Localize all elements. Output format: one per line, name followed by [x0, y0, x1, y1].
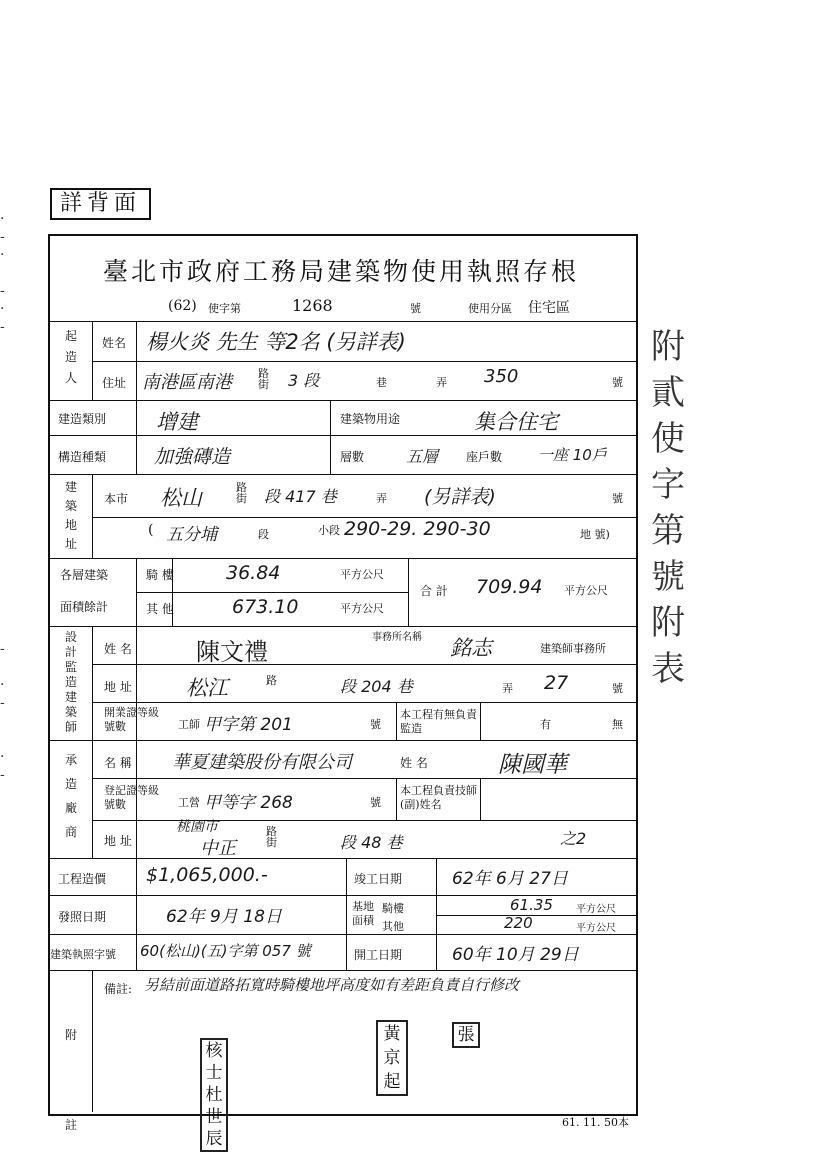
units-label: 座戶數	[466, 450, 503, 464]
zone-label: 使用分區	[468, 302, 512, 315]
contractor-reg-value: 甲等字 268	[204, 793, 293, 813]
zone-value: 住宅區	[528, 300, 570, 316]
serial-label: 使字第	[208, 302, 241, 315]
base-arcade-value: 61.35	[510, 896, 553, 914]
rule	[92, 361, 636, 362]
rule	[136, 400, 137, 474]
area-total-value: 709.94	[476, 576, 543, 598]
applicant-name-value: 楊火炎 先生 等2名 (另詳表)	[146, 330, 406, 354]
site-land-open: (	[148, 522, 154, 538]
reviewer-stamp: 張	[452, 1022, 480, 1048]
applicant-addr-district: 南港區南港	[142, 372, 232, 393]
start-date-label: 開工日期	[354, 948, 403, 962]
site-extra: (另詳表)	[424, 486, 496, 508]
applicant-addr-section: 3 段	[288, 371, 320, 390]
designer-office-value: 銘志	[450, 636, 492, 660]
base-arcade-label: 騎樓	[382, 902, 404, 915]
contractor-section-label: 承造廠商	[64, 753, 77, 839]
rule	[330, 400, 331, 474]
applicant-addr-lane: 巷	[376, 376, 387, 389]
rule	[92, 970, 93, 1112]
side-stamp-text: 附貳使字第號附表	[651, 327, 685, 689]
base-other-label: 其他	[382, 920, 404, 933]
site-hao: 號	[612, 492, 623, 505]
notes-value: 另結前面道路拓寬時騎樓地坪高度如有差距負責自行修改	[144, 976, 520, 994]
rule	[396, 702, 397, 740]
rule	[92, 664, 636, 665]
rule	[136, 558, 137, 626]
applicant-addr-road-unit: 路街	[258, 367, 269, 391]
floors-value: 五層	[406, 447, 439, 466]
designer-office-suffix: 建築師事務所	[540, 642, 606, 655]
floors-label: 層數	[340, 450, 365, 464]
rule	[136, 321, 137, 400]
designer-supervise-label: 本工程有無負責監造	[400, 708, 477, 735]
build-type-value: 增建	[156, 410, 198, 434]
rule	[92, 820, 636, 821]
site-city-label: 本市	[104, 492, 129, 506]
area-arcade-value: 36.84	[226, 562, 281, 584]
margin-marks: · - · - · -	[0, 211, 6, 335]
area-total-unit: 平方公尺	[564, 584, 608, 597]
start-date-value: 60年 10月 29日	[452, 945, 579, 965]
inspector-stamp: 核士杜世辰	[200, 1038, 228, 1152]
contractor-person-value: 陳國華	[498, 752, 567, 778]
base-area-label: 基地面積	[352, 900, 374, 927]
serial-suffix: 號	[410, 302, 421, 315]
rule	[396, 778, 397, 820]
area-label-top: 各層建築	[60, 568, 109, 582]
site-land-sub: 小段	[318, 524, 340, 537]
designer-addr-section: 段 204 巷	[340, 677, 413, 696]
area-other-value: 673.10	[232, 596, 299, 618]
area-other-unit: 平方公尺	[340, 602, 384, 615]
designer-name-label: 姓 名	[104, 642, 132, 656]
designer-addr-number: 27	[544, 672, 569, 694]
designer-name-value: 陳文禮	[196, 638, 268, 666]
designer-addr-road: 松江	[186, 676, 228, 700]
rule	[408, 558, 409, 626]
units-value: 一座 10戶	[538, 446, 607, 464]
rule	[48, 474, 636, 475]
area-arcade-label: 騎 樓	[146, 568, 174, 582]
contractor-addr-city: 桃園市	[176, 819, 218, 835]
designer-section-label: 設計監造建築師	[64, 630, 77, 734]
base-arcade-unit: 平方公尺	[576, 904, 616, 915]
site-section-value: 段 417 巷	[264, 487, 337, 506]
notes-section-label: 附註	[64, 1028, 77, 1132]
applicant-name-label: 姓名	[102, 336, 127, 350]
contractor-addr-road: 中正	[200, 838, 236, 859]
contractor-tech-label: 本工程負責技師(副)姓名	[400, 784, 477, 811]
build-type-label: 建造類別	[58, 412, 107, 426]
contractor-addr-tail: 之2	[560, 829, 587, 848]
rule	[92, 474, 93, 558]
designer-addr-label: 地 址	[104, 680, 132, 694]
form-title: 臺北市政府工務局建築物使用執照存根	[102, 257, 579, 286]
area-total-label: 合 計	[420, 584, 448, 598]
site-road-unit: 路街	[236, 481, 247, 505]
base-other-value: 220	[504, 914, 533, 932]
rule	[92, 321, 93, 400]
designer-reg-label: 開業證等級號數	[104, 706, 159, 733]
rule	[436, 858, 437, 970]
designer-reg-value: 甲字第 201	[204, 715, 293, 735]
designer-reg-suffix: 號	[370, 718, 381, 731]
rule	[436, 915, 636, 916]
permit-value: 60(松山)(五)字第 057 號	[140, 942, 311, 960]
notes-label: 備註:	[104, 982, 133, 996]
serial-prefix: (62)	[168, 298, 197, 314]
building-use-label: 建築物用途	[340, 412, 401, 426]
area-label-bottom: 面積餘計	[60, 600, 109, 614]
designer-reg-prefix: 工師	[178, 718, 200, 731]
site-alley: 弄	[376, 492, 387, 505]
rule	[92, 626, 93, 858]
contractor-reg-prefix: 工營	[178, 796, 200, 809]
contractor-addr-road-unit: 路街	[266, 825, 277, 849]
rule	[480, 778, 481, 820]
approver-stamp: 黃京起	[376, 1020, 408, 1096]
contractor-reg-suffix: 號	[370, 796, 381, 809]
rule	[92, 702, 636, 703]
rule	[136, 592, 408, 593]
cost-label: 工程造價	[58, 872, 107, 886]
rule	[136, 626, 137, 858]
designer-office-label: 事務所名稱	[372, 632, 422, 643]
serial-number: 1268	[292, 296, 333, 315]
structure-label: 構造種類	[58, 450, 107, 464]
designer-addr-hao: 號	[612, 682, 623, 695]
site-road-value: 松山	[160, 486, 202, 510]
permit-label: 建築執照字號	[50, 948, 116, 961]
site-lot-suffix: 地 號)	[580, 528, 610, 541]
cost-value: $1,065,000.-	[146, 864, 268, 886]
site-lot-numbers: 290-29. 290-30	[344, 518, 491, 540]
building-use-value: 集合住宅	[474, 410, 558, 434]
complete-date-value: 62年 6月 27日	[452, 869, 568, 889]
complete-date-label: 竣工日期	[354, 872, 403, 886]
designer-addr-alley: 弄	[502, 682, 513, 695]
designer-supervise-suffix: 無	[612, 718, 623, 731]
area-arcade-unit: 平方公尺	[340, 568, 384, 581]
contractor-person-label: 姓 名	[400, 756, 428, 770]
contractor-name-label: 名 稱	[104, 756, 132, 770]
rule	[48, 970, 636, 971]
contractor-addr-label: 地 址	[104, 834, 132, 848]
rule	[136, 858, 137, 970]
site-land-section: 五分埔	[166, 525, 217, 545]
issue-date-value: 62年 9月 18日	[166, 907, 282, 927]
applicant-addr-hao: 號	[612, 376, 623, 389]
contractor-addr-section: 段 48 巷	[340, 833, 403, 852]
base-other-unit: 平方公尺	[576, 923, 616, 934]
form-footer-code: 61. 11. 50本	[562, 1116, 629, 1129]
issue-date-label: 發照日期	[58, 910, 107, 924]
back-side-tag: 詳背面	[50, 188, 151, 220]
designer-supervise-value: 有	[540, 718, 551, 731]
applicant-section-label: 起造人	[64, 329, 77, 385]
contractor-reg-label: 登記證等級號數	[104, 784, 159, 811]
applicant-addr-number: 350	[484, 366, 519, 387]
applicant-addr-label: 住址	[102, 376, 127, 390]
area-other-label: 其 他	[146, 602, 174, 616]
contractor-name-value: 華夏建築股份有限公司	[172, 752, 352, 773]
designer-addr-road-unit: 路	[266, 674, 277, 687]
structure-value: 加強磚造	[154, 446, 231, 468]
site-land-unit: 段	[258, 528, 269, 541]
rule	[480, 702, 481, 740]
rule	[346, 858, 347, 970]
site-section-label: 建築地址	[64, 480, 77, 551]
margin-marks-lower: - · - · -	[0, 641, 6, 783]
applicant-addr-alley: 弄	[436, 376, 447, 389]
